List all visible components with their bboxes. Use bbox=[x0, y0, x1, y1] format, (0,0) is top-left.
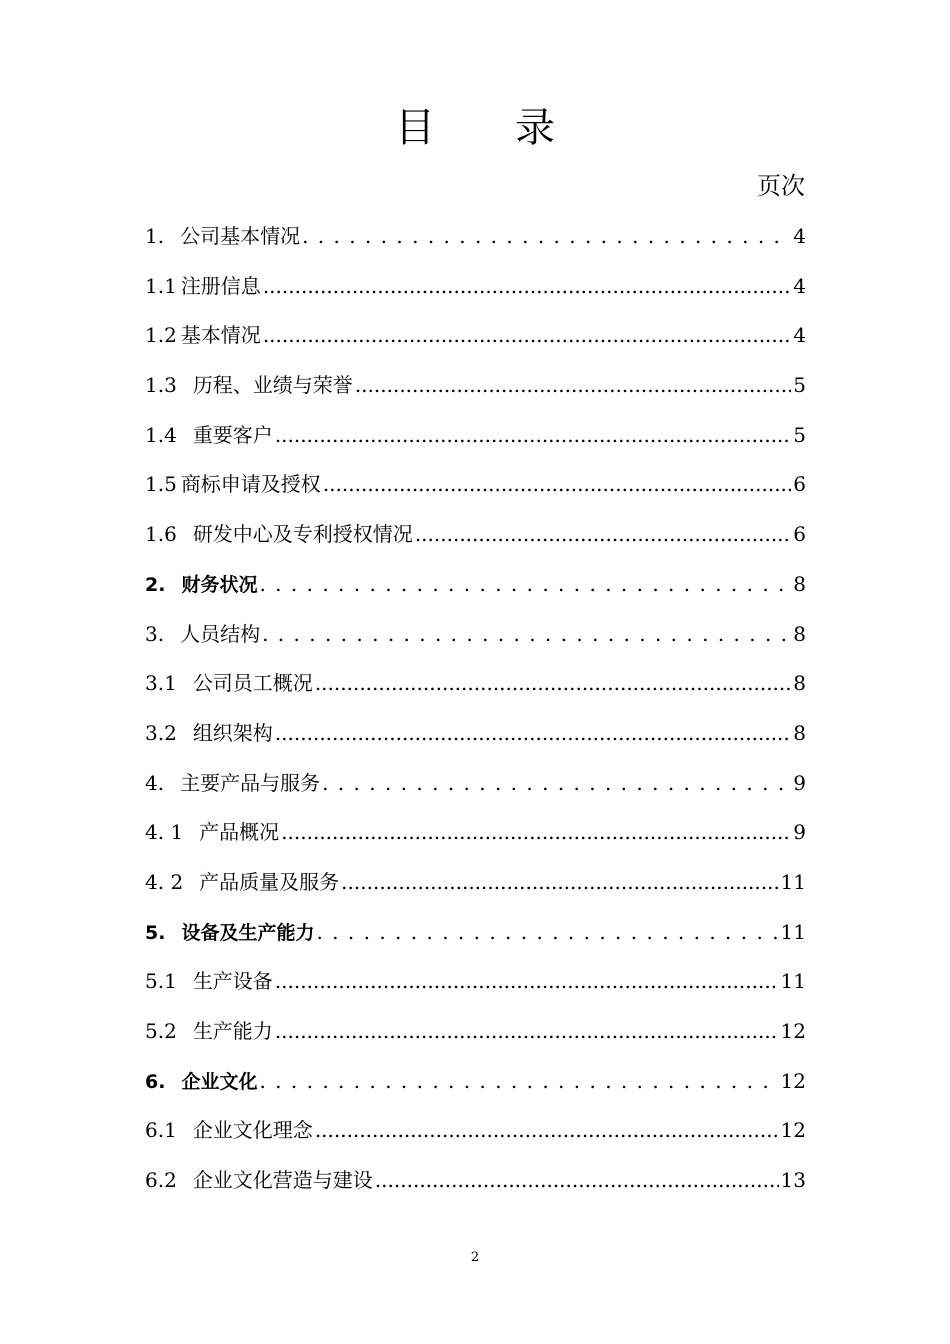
toc-entry-page: 6 bbox=[793, 472, 806, 497]
toc-entry[interactable] bbox=[145, 411, 806, 461]
table-of-contents bbox=[145, 212, 806, 1206]
dot-leader bbox=[375, 1156, 779, 1206]
toc-entry-title: 人员结构 bbox=[180, 621, 261, 646]
toc-entry-title: 产品概况 bbox=[199, 820, 280, 845]
toc-entry-page: 13 bbox=[780, 1168, 806, 1193]
toc-entry-title: 生产设备 bbox=[192, 969, 273, 994]
toc-entry-title: 公司基本情况 bbox=[180, 224, 301, 248]
toc-entry[interactable] bbox=[145, 361, 806, 411]
toc-entry[interactable] bbox=[145, 262, 806, 312]
page-column-label: 页次 bbox=[757, 172, 805, 200]
toc-entry-page: 8 bbox=[793, 621, 806, 646]
dot-leader bbox=[315, 659, 791, 709]
page-title bbox=[0, 96, 950, 153]
dot-leader bbox=[322, 759, 791, 809]
dot-leader bbox=[341, 858, 778, 908]
dot-leader bbox=[275, 411, 791, 461]
toc-entry-number: 5.1 bbox=[145, 969, 177, 994]
dot-leader bbox=[275, 1007, 779, 1057]
toc-entry-number: 4. bbox=[145, 770, 165, 795]
toc-entry-number: 3. bbox=[145, 621, 165, 646]
toc-entry-number: 5.2 bbox=[145, 1019, 177, 1043]
toc-entry[interactable] bbox=[145, 311, 806, 361]
toc-entry-title: 组织架构 bbox=[192, 720, 273, 745]
toc-entry-page: 12 bbox=[780, 1118, 806, 1143]
toc-entry-number: 4. 2 bbox=[145, 869, 184, 894]
toc-entry-title: 注册信息 bbox=[180, 273, 261, 298]
toc-entry-page: 12 bbox=[780, 1019, 806, 1043]
toc-entry-title: 基本情况 bbox=[180, 323, 261, 348]
toc-entry-number: 1.3 bbox=[145, 373, 177, 398]
dot-leader bbox=[263, 311, 791, 361]
dot-leader bbox=[275, 709, 791, 759]
toc-entry-page: 8 bbox=[793, 720, 806, 745]
toc-entry-number: 6.2 bbox=[145, 1168, 177, 1193]
dot-leader bbox=[259, 560, 791, 610]
toc-entry[interactable] bbox=[145, 709, 806, 759]
toc-entry[interactable] bbox=[145, 1156, 806, 1206]
toc-entry-title: 企业文化 bbox=[181, 1070, 258, 1093]
toc-entry-number: 6. bbox=[145, 1070, 166, 1093]
toc-entry-page: 11 bbox=[780, 919, 806, 944]
toc-entry[interactable] bbox=[145, 858, 806, 908]
toc-entry-page: 8 bbox=[793, 671, 806, 696]
toc-entry-title: 研发中心及专利授权情况 bbox=[192, 522, 413, 547]
toc-entry[interactable] bbox=[145, 957, 806, 1007]
toc-entry[interactable] bbox=[145, 1007, 806, 1057]
toc-entry[interactable] bbox=[145, 510, 806, 560]
dot-leader bbox=[275, 957, 779, 1007]
toc-entry-page: 11 bbox=[780, 869, 806, 894]
toc-entry-page: 9 bbox=[793, 770, 806, 795]
toc-entry-number: 1.4 bbox=[145, 422, 177, 447]
dot-leader bbox=[281, 808, 791, 858]
toc-entry-title: 公司员工概况 bbox=[192, 671, 313, 696]
dot-leader bbox=[415, 510, 791, 560]
toc-entry-number: 1.6 bbox=[145, 522, 177, 547]
toc-entry-title: 财务状况 bbox=[181, 573, 258, 596]
dot-leader bbox=[302, 212, 791, 262]
page-number: 2 bbox=[470, 1250, 480, 1265]
toc-entry-number: 6.1 bbox=[145, 1118, 177, 1143]
toc-entry-page: 4 bbox=[793, 224, 806, 248]
dot-leader bbox=[323, 460, 791, 510]
dot-leader bbox=[259, 1057, 778, 1107]
toc-entry-title: 企业文化营造与建设 bbox=[192, 1168, 373, 1193]
toc-entry-page: 4 bbox=[793, 273, 806, 298]
toc-entry-page: 4 bbox=[793, 323, 806, 348]
toc-entry-page: 5 bbox=[793, 373, 806, 398]
toc-entry-page: 11 bbox=[780, 969, 806, 994]
toc-entry[interactable] bbox=[145, 908, 806, 958]
toc-entry-number: 2. bbox=[145, 573, 166, 596]
toc-entry-number: 3.2 bbox=[145, 720, 177, 745]
toc-entry-page: 12 bbox=[780, 1068, 806, 1093]
dot-leader bbox=[263, 262, 791, 312]
toc-entry-number: 1.1 bbox=[145, 273, 177, 298]
toc-entry-number: 4. 1 bbox=[145, 820, 184, 845]
toc-entry[interactable] bbox=[145, 212, 806, 262]
toc-entry-title: 企业文化理念 bbox=[192, 1118, 313, 1143]
toc-entry[interactable] bbox=[145, 460, 806, 510]
toc-entry-title: 重要客户 bbox=[192, 422, 273, 447]
toc-entry-page: 8 bbox=[793, 571, 806, 596]
toc-entry-number: 1. bbox=[145, 224, 165, 248]
toc-entry-title: 产品质量及服务 bbox=[199, 869, 340, 894]
toc-entry-title: 设备及生产能力 bbox=[181, 921, 315, 944]
toc-entry[interactable] bbox=[145, 808, 806, 858]
toc-entry-number: 1.5 bbox=[145, 472, 177, 497]
toc-entry[interactable] bbox=[145, 659, 806, 709]
toc-entry-title: 主要产品与服务 bbox=[180, 770, 321, 795]
toc-entry[interactable] bbox=[145, 610, 806, 660]
toc-entry-page: 9 bbox=[793, 820, 806, 845]
toc-entry-title: 生产能力 bbox=[192, 1019, 273, 1043]
toc-entry-title: 历程、业绩与荣誉 bbox=[192, 373, 353, 398]
toc-entry[interactable] bbox=[145, 759, 806, 809]
toc-entry[interactable] bbox=[145, 560, 806, 610]
toc-entry-number: 3.1 bbox=[145, 671, 177, 696]
dot-leader bbox=[355, 361, 791, 411]
dot-leader bbox=[316, 908, 778, 958]
toc-entry-page: 6 bbox=[793, 522, 806, 547]
toc-entry-page: 5 bbox=[793, 422, 806, 447]
toc-entry-title: 商标申请及授权 bbox=[180, 472, 321, 497]
dot-leader bbox=[315, 1106, 779, 1156]
title-char-2: 录 bbox=[515, 105, 555, 151]
toc-entry-number: 1.2 bbox=[145, 323, 177, 348]
toc-entry[interactable] bbox=[145, 1057, 806, 1107]
dot-leader bbox=[262, 610, 791, 660]
toc-entry-number: 5. bbox=[145, 921, 166, 944]
title-char-1: 目 bbox=[395, 105, 435, 151]
toc-entry[interactable] bbox=[145, 1106, 806, 1156]
